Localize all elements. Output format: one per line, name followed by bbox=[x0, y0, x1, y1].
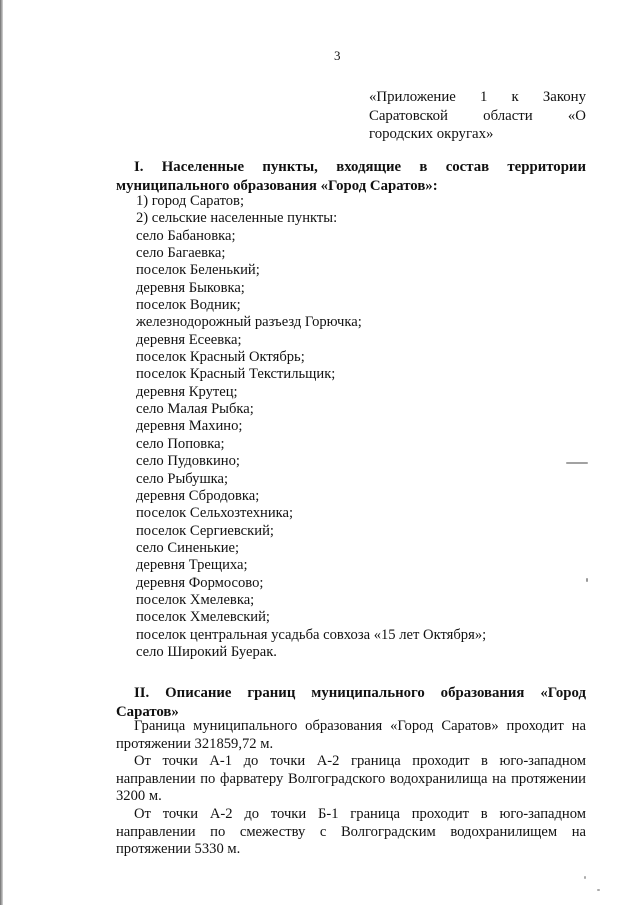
list-item: поселок Хмелевский; bbox=[136, 609, 270, 626]
scan-speck bbox=[586, 578, 588, 582]
boundary-paragraph: От точки А-2 до точки Б-1 граница проходит в юго-западном направлении по смежеству с Волгоградским водохранилищем на протяжении 5330 м. bbox=[116, 806, 586, 857]
list-item: железнодорожный разъезд Горючка; bbox=[136, 314, 362, 331]
list-item: деревня Быковка; bbox=[136, 279, 245, 296]
list-item: поселок Хмелевка; bbox=[136, 591, 255, 608]
scan-speck bbox=[566, 462, 588, 464]
list-item: поселок Сергиевский; bbox=[136, 522, 274, 539]
list-item: поселок Красный Октябрь; bbox=[136, 349, 305, 366]
list-item: село Малая Рыбка; bbox=[136, 401, 254, 418]
boundary-paragraph: Граница муниципального образования «Город Саратов» проходит на протяжении 321859,72 м. bbox=[116, 718, 586, 752]
list-item: село Бабановка; bbox=[136, 227, 236, 244]
list-item: поселок Водник; bbox=[136, 297, 241, 314]
list-item: село Широкий Буерак. bbox=[136, 643, 277, 660]
scan-speck bbox=[597, 889, 600, 891]
boundary-paragraph: От точки А-1 до точки А-2 граница проходит в юго-западном направлении по фарватеру Волгоградского водохранилища на протяжении 3200 м. bbox=[116, 753, 586, 804]
section1-heading: I. Населенные пункты, входящие в состав территории муниципального образования «Город Саратов»: bbox=[116, 159, 586, 194]
page-number: 3 bbox=[334, 48, 341, 63]
section2-heading: II. Описание границ муниципального образования «Город Саратов» bbox=[116, 685, 586, 720]
list-item: село Синенькие; bbox=[136, 539, 240, 556]
list-item: село Поповка; bbox=[136, 435, 225, 452]
list-item: деревня Крутец; bbox=[136, 383, 238, 400]
list-item: поселок центральная усадьба совхоза «15 лет Октября»; bbox=[136, 626, 487, 643]
list-item: 2) сельские населенные пункты: bbox=[136, 210, 338, 227]
list-item: село Рыбушка; bbox=[136, 470, 229, 487]
list-item: деревня Сбродовка; bbox=[136, 487, 260, 504]
list-item: село Багаевка; bbox=[136, 245, 226, 262]
list-item: 1) город Саратов; bbox=[136, 193, 245, 209]
list-item: деревня Трещиха; bbox=[136, 557, 248, 574]
scan-speck bbox=[584, 876, 586, 879]
list-item: село Пудовкино; bbox=[136, 453, 240, 470]
list-item: деревня Формосово; bbox=[136, 574, 264, 591]
appendix-note: «Приложение 1 к Закону Саратовской области «О городских округах» bbox=[369, 89, 586, 142]
scan-left-edge bbox=[0, 0, 3, 905]
list-item: поселок Беленький; bbox=[136, 262, 260, 279]
list-item: деревня Махино; bbox=[136, 418, 243, 435]
list-item: поселок Красный Текстильщик; bbox=[136, 366, 336, 383]
list-item: деревня Есеевка; bbox=[136, 331, 242, 348]
settlement-list bbox=[136, 193, 486, 661]
list-item: поселок Сельхозтехника; bbox=[136, 505, 294, 522]
